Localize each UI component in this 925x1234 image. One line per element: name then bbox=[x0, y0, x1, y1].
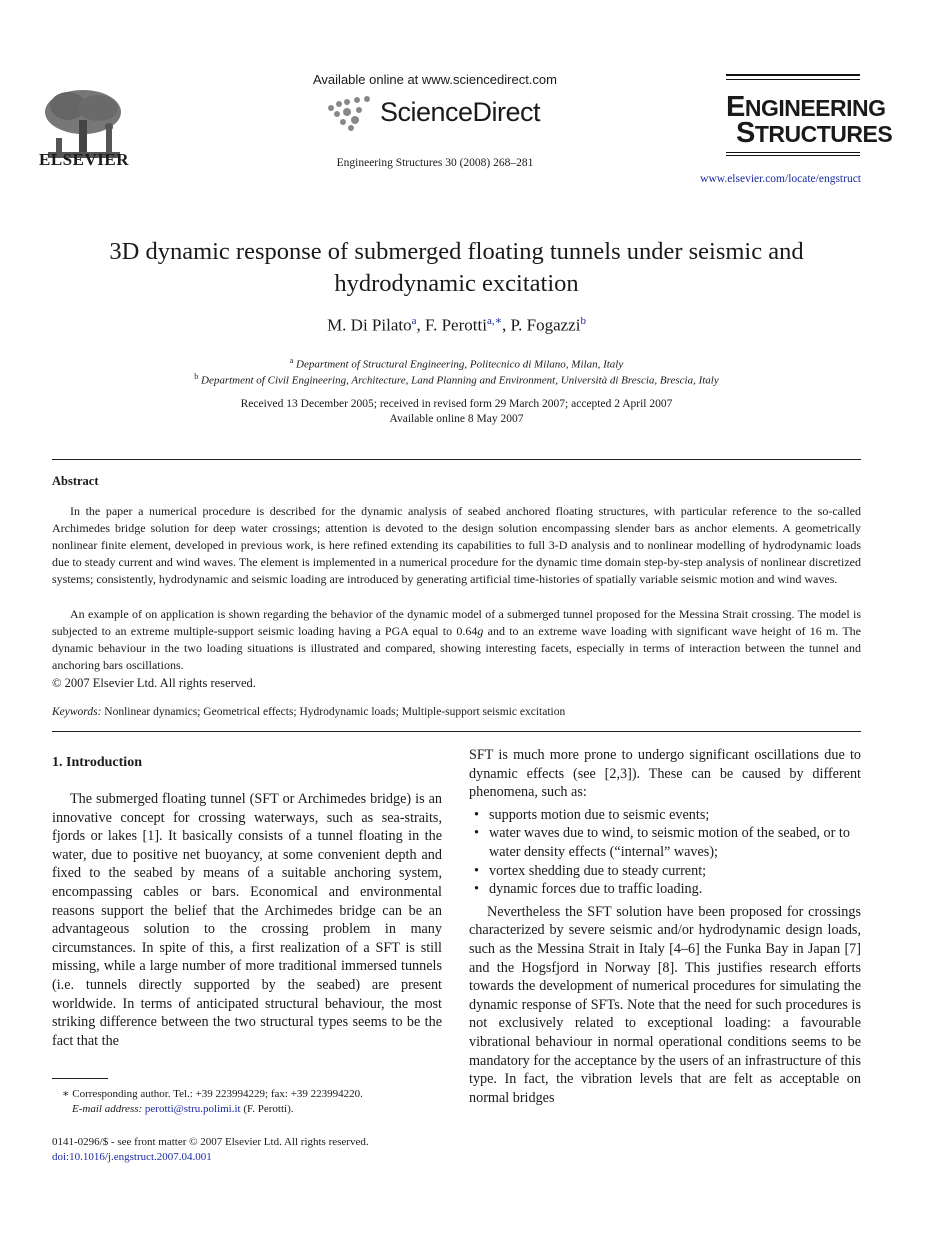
left-column bbox=[52, 790, 442, 1050]
author-affil-marker[interactable]: a,∗ bbox=[486, 315, 503, 327]
affiliation-b: $^b$ Department of Civil Engineering, Architecture, Land Planning and Environment, Università di Brescia, Brescia, Italy bbox=[194, 372, 719, 387]
elsevier-wordmark: ELSEVIER bbox=[39, 150, 129, 169]
footnote-rule bbox=[52, 1078, 108, 1079]
keywords-line: Keywords: Nonlinear dynamics; Geometrical effects; Hydrodynamic loads; Multiple-support seismic excitation bbox=[52, 706, 566, 718]
journal-citation: Engineering Structures 30 (2008) 268–281 bbox=[336, 157, 534, 169]
doi-link[interactable]: doi:10.1016/j.engstruct.2007.04.001 bbox=[52, 1151, 212, 1163]
article-title: 3D dynamic response of submerged floating tunnels under seismic and hydrodynamic excitation bbox=[109, 238, 804, 297]
journal-masthead-title: ENGINEERING STRUCTURES bbox=[726, 91, 893, 149]
list-item: • dynamic forces due to traffic loading. bbox=[469, 880, 861, 899]
email-link[interactable]: perotti@stru.polimi.it bbox=[144, 1103, 241, 1115]
abstract-top-rule bbox=[52, 459, 861, 460]
issn-line: 0141-0296/$ - see front matter © 2007 Elsevier Ltd. All rights reserved. bbox=[52, 1136, 369, 1148]
list-item: • vortex shedding due to steady current; bbox=[469, 862, 861, 881]
list-item: • supports motion due to seismic events; bbox=[469, 806, 861, 825]
intro-paragraph-2: SFT is much more prone to undergo significant oscillations due to dynamic effects (see [2,3]). These can be caused by different phenomena, such as: bbox=[469, 747, 861, 801]
intro-paragraph-1: The submerged floating tunnel (SFT or Archimedes bridge) is an innovative concept for crossing waterways, such as sea-straits, fjords or lakes [1]. It basically consists of a tunnel floating in the water, due to positive net buoyancy, at some convenient depth and fixed to the seabed by means of a suitable anchoring system, encompassing cables or bars. Economical and environmental reasons support the belief that the Archimedes bridge can be an advantageous solution to the crossing problem in many circumstances. In spite of this, a first realization of a SFT is still missing, while a large number of more traditional immersed tunnels (i.e. tunnels directly supported by the seabed) are present worldwide. In terms of anticipated structural behaviour, the most striking difference between the two structural types seems to be the fact that the bbox=[52, 791, 442, 1049]
author-affil-marker[interactable]: a bbox=[411, 315, 417, 327]
sciencedirect-wordmark: ScienceDirect bbox=[380, 97, 541, 127]
section-heading-introduction: 1. Introduction bbox=[52, 755, 142, 770]
available-online-text: Available online at www.sciencedirect.com bbox=[313, 72, 557, 87]
abstract-copyright: © 2007 Elsevier Ltd. All rights reserved. bbox=[52, 676, 256, 690]
abstract-paragraph-2: An example of on application is shown regarding the behavior of the dynamic model of a submerged tunnel proposed for the Messina Strait crossing. The model is subjected to an extreme multiple-support seismic loading having a PGA equal to 0.64g and to an extreme wave loading with significant wave height of 16 m. The dynamic behaviour in the two loading situations is illustrated and compared, showing interesting facets, especially in terms of interaction between the tunnel and anchoring bars oscillations. bbox=[52, 607, 861, 672]
intro-paragraph-3: Nevertheless the SFT solution have been proposed for crossings characterized by severe seismic and/or hydrodynamic design loads, such as the Messina Strait in Italy [4–6] the Funka Bay in Japan [7] and the Hogsfjord in Norway [8]. This justifies research efforts towards the development of numerical procedures for simulating the dynamic response of SFTs. Note that the need for such procedures is not exclusively related to exceptional loading: a favourable vibrational behaviour in normal operational conditions seems to be mandatory for the acceptance by the users of an infrastructure of this type. In fact, the vibration levels that are felt as acceptable on normal bridges bbox=[469, 903, 861, 1106]
abstract-heading: Abstract bbox=[52, 474, 99, 488]
front-matter-info bbox=[52, 1135, 452, 1165]
author-name: M. Di Pilato bbox=[327, 315, 412, 335]
author-name: F. Perotti bbox=[425, 315, 487, 335]
abstract-paragraph-1: In the paper a numerical procedure is described for the dynamic analysis of seabed anchored floating structures, with particular reference to the so-called Archimedes bridge solution for deep water crossings; attention is devoted to the design solution encompassing slender bars as anchor elements. A geometrically nonlinear finite element, developed in previous work, is here refined extending its capabilities to full 3-D analysis and to nonlinear modelling of hydrodynamic loads due to steady current and wind waves. The element is implemented in a numerical procedure for the dynamic time domain step-by-step analysis of nonlinear discretized systems; consistently, hydrodynamic and seismic loading are introduced by generating artificial time-histories of spatially variable seismic motion and wind waves. bbox=[52, 504, 861, 586]
list-item: • water waves due to wind, to seismic motion of the seabed, or to water density effects (“internal” waves); bbox=[469, 824, 861, 861]
author-name: P. Fogazzi bbox=[510, 315, 581, 335]
phenomena-list bbox=[469, 806, 861, 899]
author-affil-marker[interactable]: b bbox=[580, 315, 586, 327]
abstract-bottom-rule bbox=[52, 731, 861, 732]
available-online-date: Available online 8 May 2007 bbox=[389, 413, 524, 425]
journal-url-link[interactable]: www.elsevier.com/locate/engstruct bbox=[700, 173, 861, 185]
affiliation-a: $^a$ Department of Structural Engineering, Politecnico di Milano, Milan, Italy bbox=[289, 356, 624, 371]
author-list: M. Di Pilato$^a$, F. Perotti$^{a,∗}$, P. Fogazzi$^b$ bbox=[327, 315, 586, 335]
received-dates: Received 13 December 2005; received in revised form 29 March 2007; accepted 2 April 2007 bbox=[240, 398, 673, 410]
right-column bbox=[469, 746, 861, 1107]
corresponding-author-footnote: ∗ Corresponding author. Tel.: +39 223994229; fax: +39 223994220. E-mail address: perotti@stru.polimi.it (F. Perotti). bbox=[62, 1088, 363, 1115]
